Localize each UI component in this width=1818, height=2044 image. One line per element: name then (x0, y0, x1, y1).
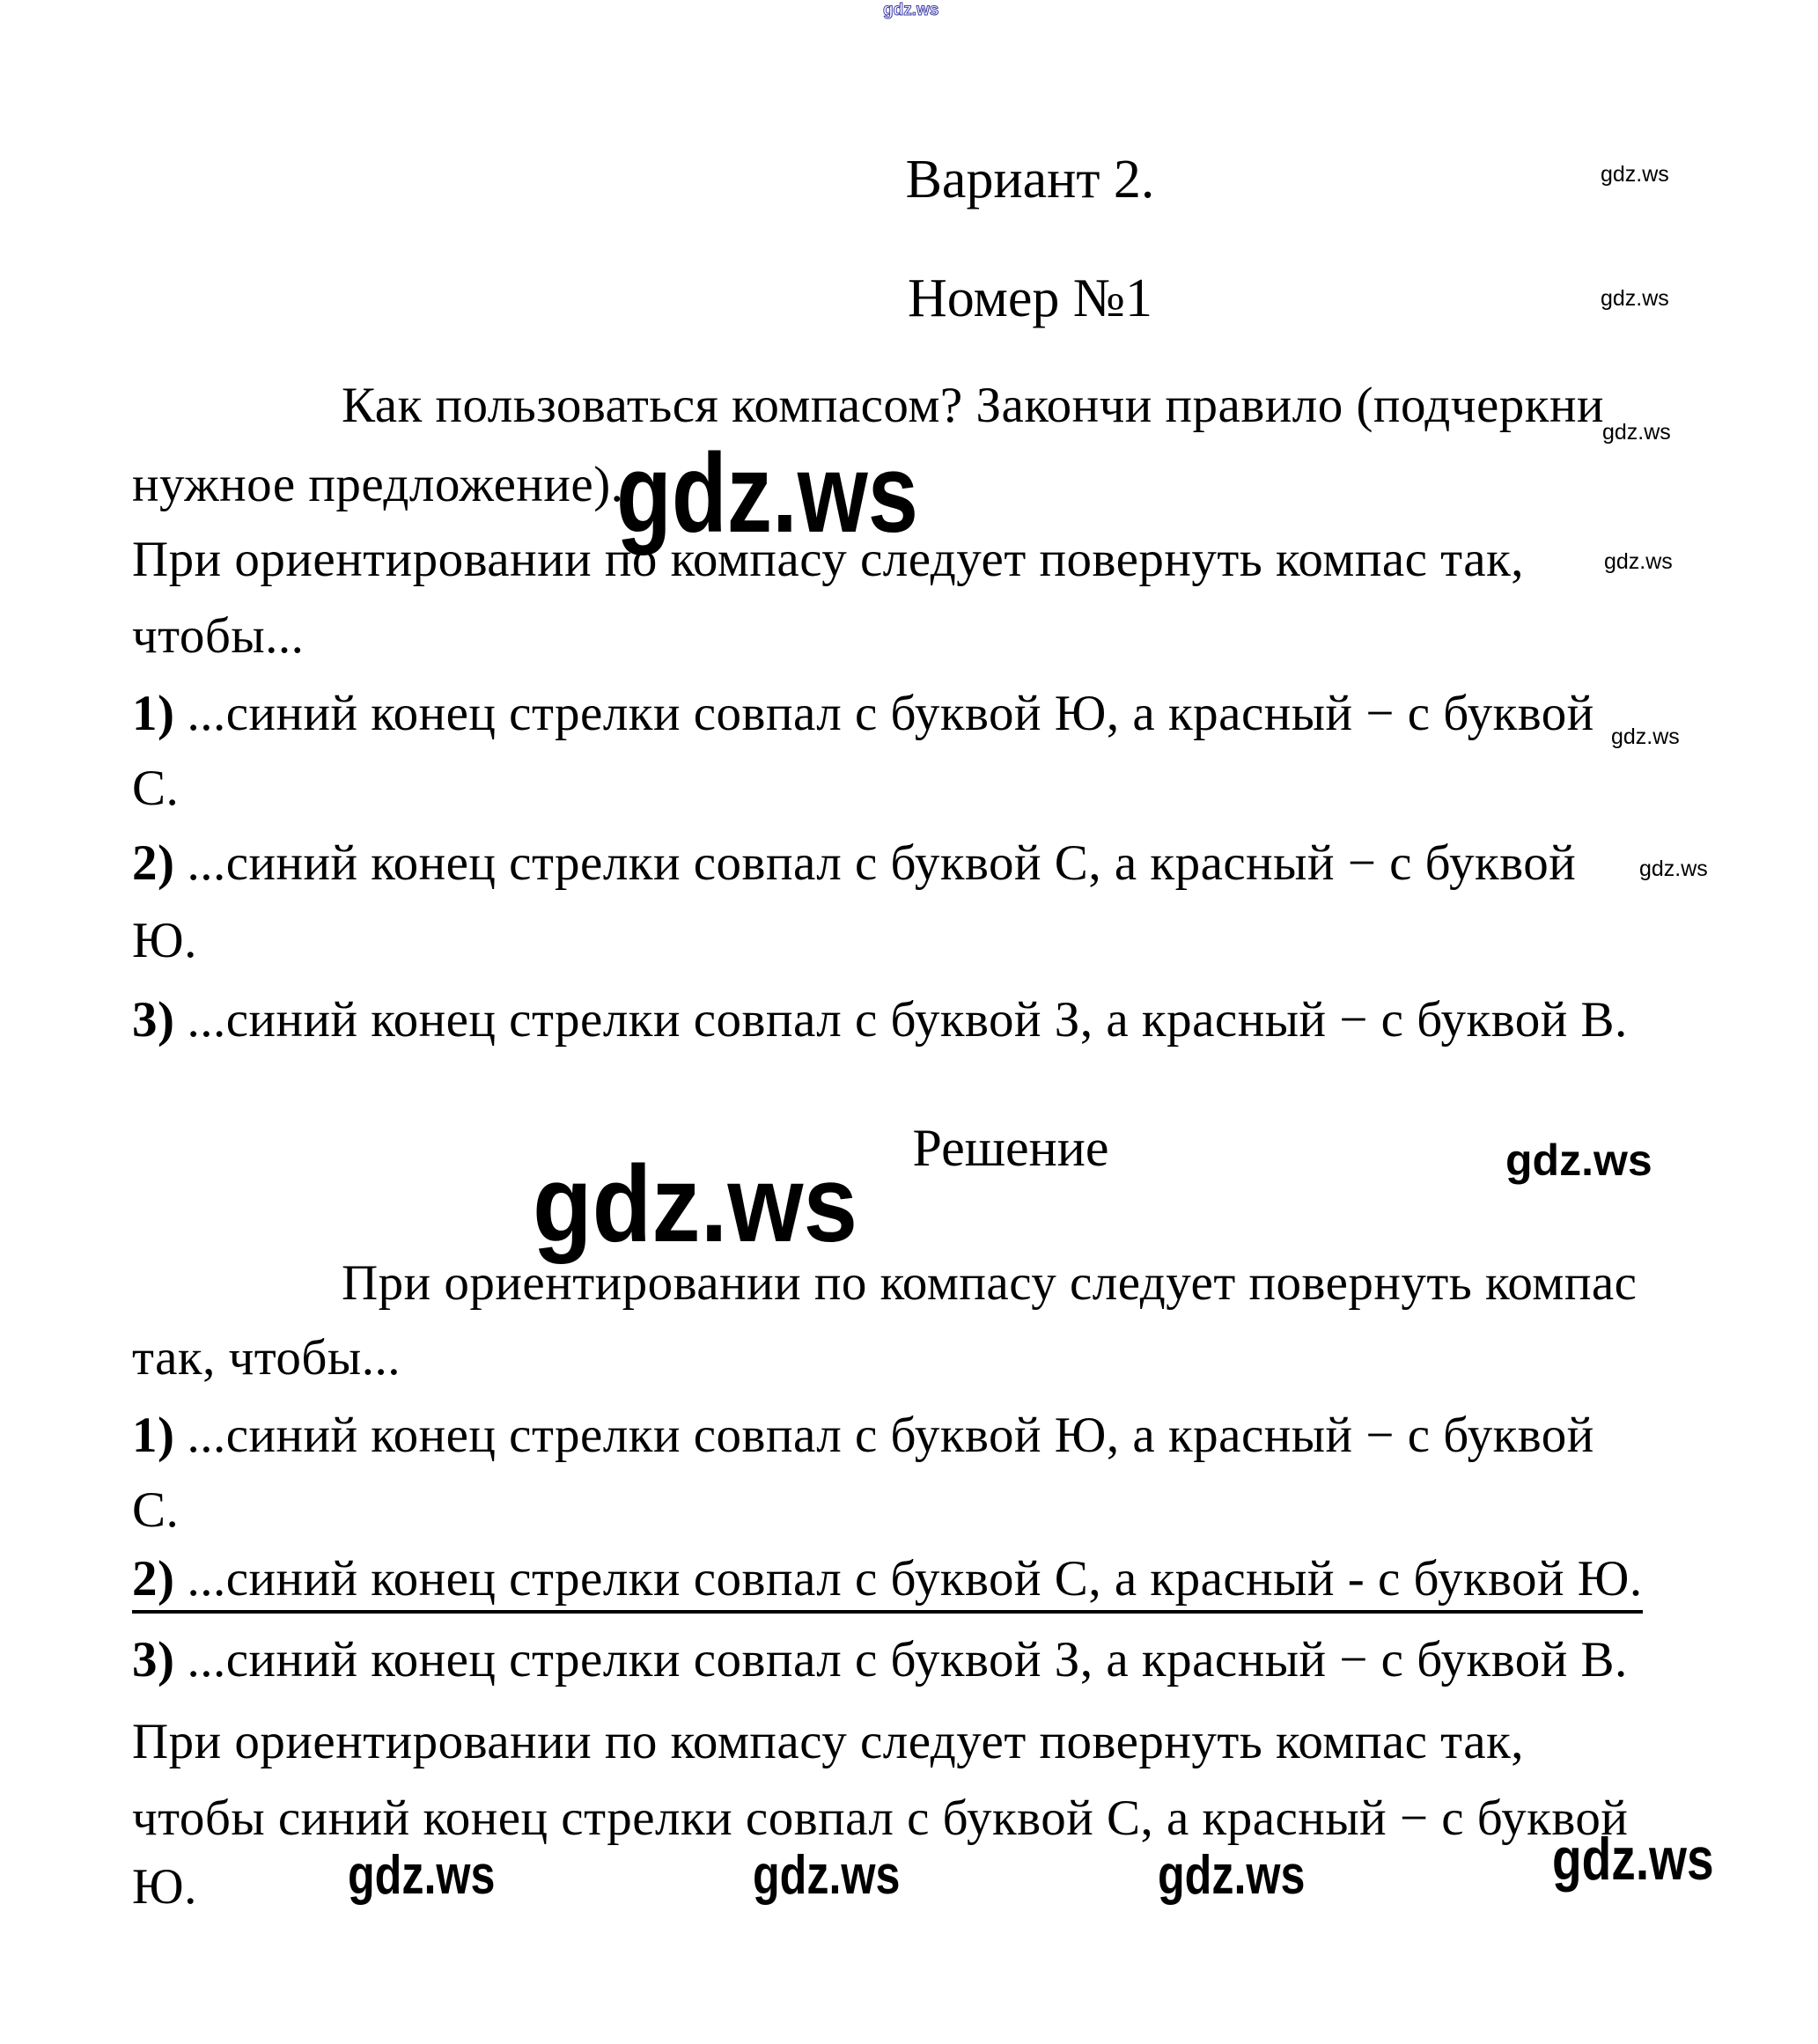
solution-option-1 (132, 1408, 1594, 1463)
solution-conclusion-line-2: чтобы синий конец стрелки совпал с буквой С, а красный − с буквой (132, 1790, 1629, 1846)
solution-conclusion-line-3: Ю. (132, 1859, 197, 1915)
solution-heading: Решение (912, 1119, 1109, 1177)
question-option-2-cont: Ю. (132, 913, 197, 968)
solution-conclusion-line-1: При ориентировании по компасу следует повернуть компас так, (132, 1714, 1525, 1769)
option-1-text: ...синий конец стрелки совпал с буквой Ю, а красный − с буквой (187, 686, 1594, 741)
gdzws-watermark: gdz.ws (348, 1845, 496, 1906)
gdzws-watermark: gdz.ws (1611, 724, 1680, 749)
option-3-text: ...синий конец стрелки совпал с буквой З, а красный − с буквой В. (187, 992, 1628, 1048)
gdzws-logo-watermark: gdz.ws (883, 1, 939, 19)
task-number-heading: Номер №1 (907, 268, 1153, 328)
option-2-text: ...синий конец стрелки совпал с буквой С, а красный − с буквой (187, 835, 1577, 891)
gdzws-watermark: gdz.ws (1505, 1136, 1652, 1185)
question-option-3 (132, 992, 1628, 1048)
question-option-2 (132, 835, 1577, 891)
variant-heading: Вариант 2. (905, 150, 1155, 210)
gdzws-watermark: gdz.ws (1601, 286, 1669, 311)
solution-option-1-text: ...синий конец стрелки совпал с буквой Ю, а красный − с буквой (187, 1408, 1594, 1463)
question-option-1 (132, 688, 1594, 739)
option-3-marker: 3) (132, 992, 175, 1048)
question-line-2: нужное предложение). (132, 457, 624, 512)
gdzws-watermark: gdz.ws (1602, 420, 1671, 445)
solution-statement-line-2: так, чтобы... (132, 1330, 401, 1386)
solution-option-2-marker: 2) (132, 1551, 175, 1607)
solution-option-2-text: ...синий конец стрелки совпал с буквой С, а красный - с буквой Ю. (187, 1551, 1643, 1607)
solution-option-3-marker: 3) (132, 1632, 175, 1687)
gdzws-big-watermark: gdz.ws (616, 430, 918, 555)
question-line-1: Как пользоваться компасом? Закончи правило (подчеркни (342, 378, 1604, 433)
option-1-marker: 1) (132, 686, 175, 741)
gdzws-watermark: gdz.ws (1601, 162, 1669, 187)
solution-option-1-marker: 1) (132, 1408, 175, 1463)
solution-option-3 (132, 1632, 1628, 1687)
gdzws-watermark: gdz.ws (1158, 1845, 1306, 1906)
gdzws-watermark: gdz.ws (1639, 857, 1708, 881)
solution-statement-line-1: При ориентировании по компасу следует повернуть компас (342, 1255, 1638, 1311)
solution-option-1-cont: С. (132, 1482, 180, 1538)
gdzws-big-watermark: gdz.ws (533, 1144, 858, 1265)
solution-option-3-text: ...синий конец стрелки совпал с буквой З, а красный − с буквой В. (187, 1632, 1628, 1687)
gdzws-watermark: gdz.ws (1604, 549, 1673, 574)
question-statement-line-2: чтобы... (132, 608, 305, 664)
option-2-marker: 2) (132, 835, 175, 891)
question-option-1-cont: С. (132, 761, 180, 816)
gdzws-watermark: gdz.ws (753, 1845, 901, 1906)
gdzws-watermark: gdz.ws (1552, 1826, 1714, 1893)
underlined-answer (132, 1551, 1643, 1614)
solution-option-2-underlined (132, 1551, 1643, 1614)
question-statement-line-1: При ориентировании по компасу следует повернуть компас так, (132, 532, 1525, 587)
